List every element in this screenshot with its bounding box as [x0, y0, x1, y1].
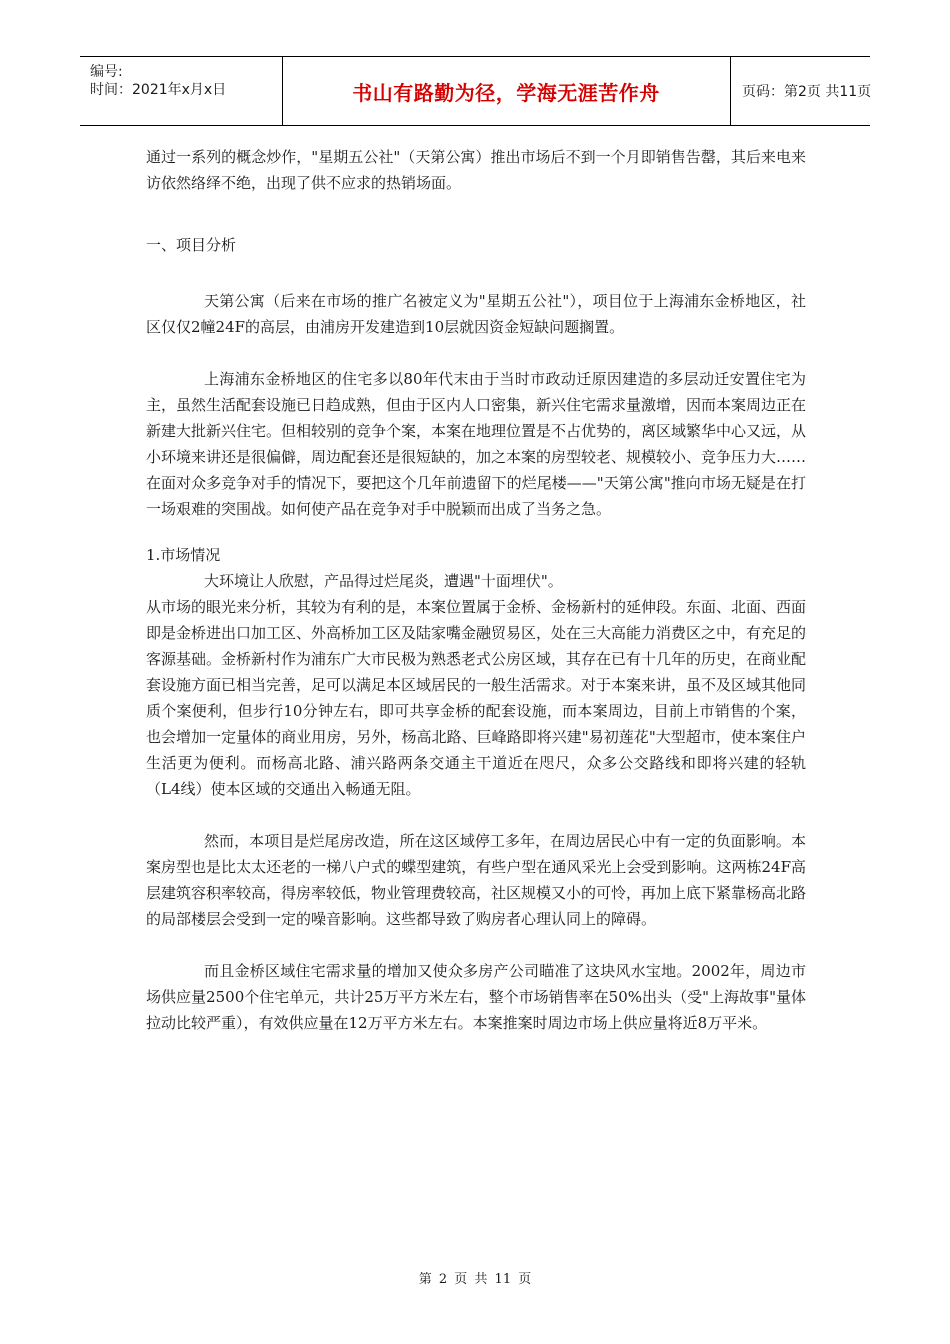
paragraph-area-context: 上海浦东金桥地区的住宅多以80年代末由于当时市政动迁原因建造的多层动迁安置住宅为主，虽然生活配套设施已日趋成熟，但由于区内人口密集，新兴住宅需求量激增，因而本案周边正在新建大批新兴住宅。但相较别的竞争个案，本案在地理位置是不占优势的，离区域繁华中心又远，从小环境来讲还是很偏僻，周边配套还是很短缺的，加之本案的房型较老、规模较小、竞争压力大……在面对众多竞争对手的情况下，要把这个几年前遗留下的烂尾楼——"天第公寓"推向市场无疑是在打一场艰难的突围战。如何使产品在竞争对手中脱颖而出成了当务之急。: [146, 370, 807, 518]
paragraph-market-advantages: 从市场的眼光来分析，其较为有利的是，本案位置属于金桥、金杨新村的延伸段。东面、北面、西面即是金桥进出口加工区、外高桥加工区及陆家嘴金融贸易区，处在三大高能力消费区之中，有充足的客源基础。金桥新村作为浦东广大市民极为熟悉老式公房区域，其存在已有十几年的历史，在商业配套设施方面已相当完善，足可以满足本区域居民的一般生活需求。对于本案来讲，虽不及区域其他同质个案便利，但步行10分钟左右，即可共享金桥的配套设施，而本案周边，目前上市销售的个案，也会增加一定量体的商业用房，另外，杨高北路、巨峰路即将兴建"易初莲花"大型超市，使本案住户生活更为便利。而杨高北路、浦兴路两条交通主干道近在咫尺，众多公交路线和即将兴建的轻轨（L4线）使本区域的交通出入畅通无阻。: [146, 598, 807, 798]
header-meta-cell: [80, 57, 283, 125]
paragraph-project-disadvantages: 然而，本项目是烂尾房改造，所在这区域停工多年，在周边居民心中有一定的负面影响。本案房型也是比太太还老的一梯八户式的蝶型建筑，有些户型在通风采光上会受到影响。这两栋24F高层建筑容积率较高，得房率较低，物业管理费较高，社区规模又小的可怜，再加上底下紧靠杨高北路的局部楼层会受到一定的噪音影响。这些都导致了购房者心理认同上的障碍。: [146, 832, 807, 928]
paragraph-market-tagline: 大环境让人欣慰，产品得过烂尾炎，遭遇"十面埋伏"。: [204, 572, 563, 590]
paragraph-project-overview: 天第公寓（后来在市场的推广名被定义为"星期五公社"），项目位于上海浦东金桥地区，社区仅仅2幢24F的高层，由浦房开发建造到10层就因资金短缺问题搁置。: [146, 292, 806, 336]
document-header: [80, 56, 870, 126]
paragraph-intro: 通过一系列的概念炒作，"星期五公社"（天第公寓）推出市场后不到一个月即销售告罄，其后来电来访依然络绎不绝，出现了供不应求的热销场面。: [146, 148, 806, 192]
section-heading-market: 1.市场情况: [146, 546, 221, 564]
header-motto: 书山有路勤为径，学海无涯苦作舟: [352, 81, 660, 105]
header-page-cell: [730, 57, 870, 125]
document-number-label: 编号:: [90, 64, 123, 80]
paragraph-market-supply: 而且金桥区域住宅需求量的增加又使众多房产公司瞄准了这块风水宝地。2002年，周边市场供应量2500个住宅单元，共计25万平方米左右，整个市场销售率在50%出头（受"上海故事"量体拉动比较严重），有效供应量在12万平方米左右。本案推案时周边市场上供应量将近8万平米。: [146, 962, 806, 1032]
section-heading-project-analysis: 一、项目分析: [146, 236, 237, 254]
page-footer: 第 2 页 共 11 页: [418, 1272, 532, 1287]
document-date: 时间：2021年x月x日: [90, 82, 227, 98]
header-page-info: 页码：第2页 共11页: [742, 84, 872, 100]
document-body: [146, 144, 806, 1036]
header-motto-cell: [282, 57, 731, 125]
